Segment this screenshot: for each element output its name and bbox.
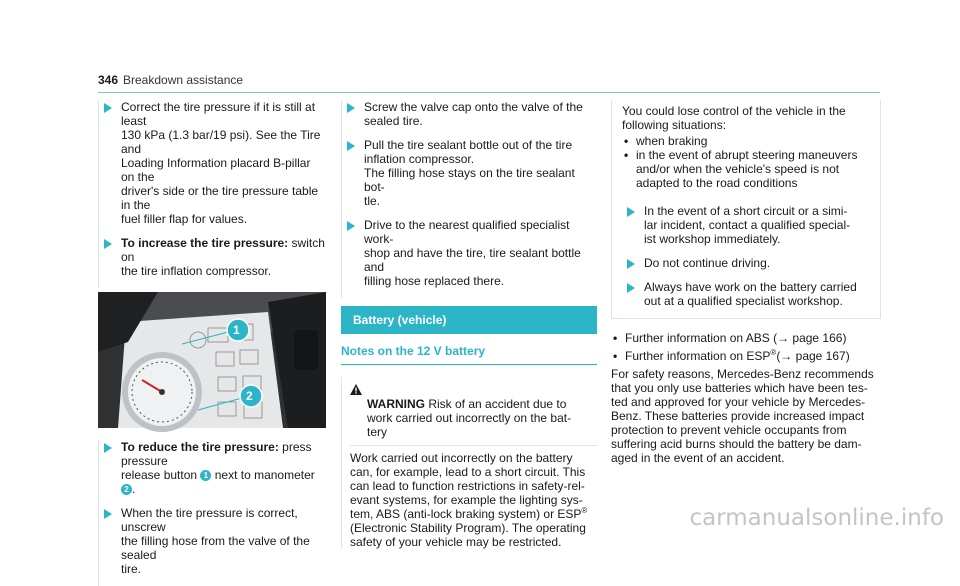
instruction-step (341, 218, 597, 298)
watermark: carmanualsonline.info (689, 505, 944, 531)
step-body: switch on the tire inflation compressor. (121, 236, 325, 278)
link-text: Further information on ESP (625, 349, 771, 363)
step-text: Screw the valve cap onto the valve of the sealed tire. (364, 100, 583, 128)
further-info-list (611, 331, 881, 363)
column-2 (341, 100, 597, 549)
step-body: next to manometer (211, 468, 315, 482)
instruction-step (622, 204, 870, 256)
instruction-step (98, 506, 326, 586)
compressor-illustration (98, 292, 326, 428)
tire-inflation-compressor-photo (98, 292, 326, 428)
list-item: • in the event of abrupt steering maneuvers and/or when the vehicle's speed is not adapted to the road conditions (622, 148, 870, 190)
warning-title (350, 383, 597, 439)
abs-page-link[interactable]: • Further information on ABS (→ page 166) (611, 331, 881, 345)
callout-badge-2: 2 (121, 484, 132, 495)
step-text: Drive to the nearest qualified specialist work- shop and have the tire, tire sealant bottle and filling hose replaced there. (364, 218, 581, 288)
step-bold-label: To reduce the tire pressure: (121, 440, 279, 454)
link-text: (→ page 167) (776, 349, 850, 363)
arrow-bullet-icon (347, 141, 355, 151)
arrow-bullet-icon (104, 103, 112, 113)
warning-title-text: Risk of an accident due to work carried out incorrectly on the bat- tery (367, 397, 572, 439)
arrow-bullet-icon (627, 259, 635, 269)
photo-label-1: 1 (233, 323, 240, 337)
arrow-bullet-icon (627, 283, 635, 293)
column-1 (98, 100, 326, 586)
step-text: When the tire pressure is correct, unscrew the filling hose from the valve of the sealed tire. (121, 506, 310, 576)
arrow-bullet-icon (347, 103, 355, 113)
instruction-step (341, 100, 597, 138)
step-text: In the event of a short circuit or a simi- lar incident, contact a qualified special- ist workshop immediately. (644, 204, 851, 246)
arrow-bullet-icon (347, 221, 355, 231)
safety-paragraph: For safety reasons, Mercedes-Benz recommends that you only use batteries which have been tes- ted and approved for your vehicle by Mercedes- Benz. These batteries provide increased impact protection to prevent vehicle occupants from suffering acid burns should the battery be dam- aged in the event of an accident. (611, 367, 874, 465)
esp-page-link[interactable] (611, 349, 881, 363)
column-3 (611, 100, 881, 465)
warning-body-text: Work carried out incorrectly on the battery can, for example, lead to a short circuit. This can lead to function restrictions in safety-rel- evant systems, for example the lighting sys- tem, ABS (anti-lock braking system) or ESP (350, 451, 586, 521)
instruction-step (622, 256, 870, 280)
instruction-step (341, 138, 597, 218)
registered-mark: ® (581, 506, 588, 515)
step-body: . (132, 482, 136, 496)
instruction-step (98, 100, 326, 236)
page-header (98, 71, 880, 93)
step-text: Correct the tire pressure if it is still at least 130 kPa (1.3 bar/19 psi). See the Tire and Loading Information placard B-pillar on the driver's side or the tire pressure table in the fuel filler flap for values. (121, 100, 321, 226)
warning-continued-box (611, 100, 881, 319)
callout-badge-1: 1 (200, 470, 211, 481)
page-number: 346 (98, 73, 119, 87)
warning-triangle-icon (350, 384, 362, 395)
step-text: Always have work on the battery carried out at a qualified specialist workshop. (644, 280, 857, 308)
warning-box (341, 377, 597, 549)
step-bold-label: To increase the tire pressure: (121, 236, 289, 250)
subsection-heading-12v: Notes on the 12 V battery (341, 334, 597, 365)
situation-list (622, 134, 870, 190)
arrow-bullet-icon (104, 509, 112, 519)
warning-intro: You could lose control of the vehicle in the following situations: (622, 104, 846, 132)
instruction-step (622, 280, 870, 308)
instruction-step (98, 236, 326, 288)
registered-mark: ® (770, 348, 777, 357)
warning-body (350, 445, 597, 549)
arrow-bullet-icon (627, 207, 635, 217)
list-item: • when braking (622, 134, 870, 148)
arrow-bullet-icon (104, 239, 112, 249)
warning-body-text: (Electronic Stability Program). The operating safety of your vehicle may be restricted. (350, 521, 586, 549)
section-heading-battery: Battery (vehicle) (341, 306, 597, 334)
step-body: press pressure release button (121, 440, 312, 482)
step-text: Do not continue driving. (644, 256, 771, 270)
step-text: Pull the tire sealant bottle out of the tire inflation compressor. The filling hose stays on the tire sealant bot- tle. (364, 138, 575, 208)
warning-label: WARNING (367, 397, 425, 411)
instruction-step (98, 440, 326, 506)
step-text (121, 440, 326, 496)
arrow-bullet-icon (104, 443, 112, 453)
photo-label-2: 2 (246, 389, 253, 403)
step-text (121, 236, 326, 278)
section-title: Breakdown assistance (123, 73, 244, 87)
